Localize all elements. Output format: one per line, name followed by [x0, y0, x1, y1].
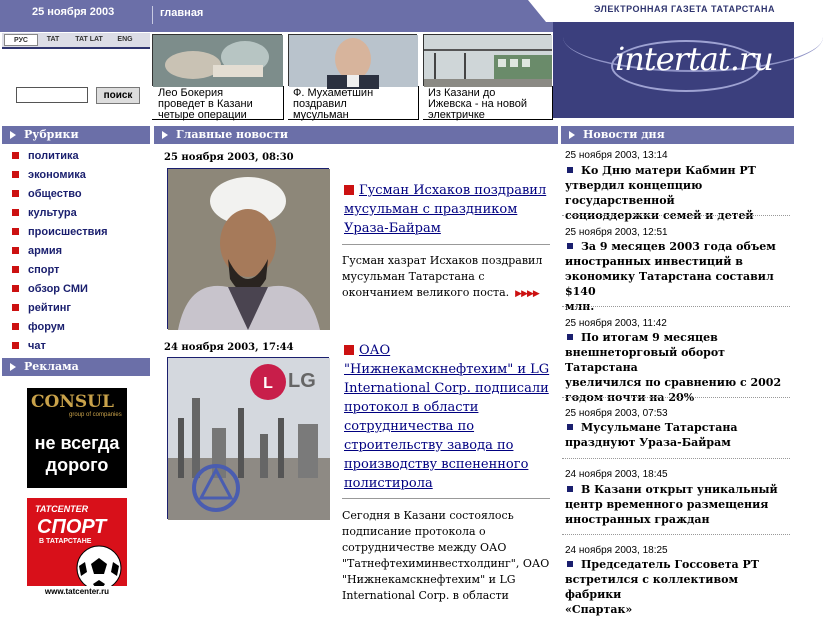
main-news-header: Главные новости: [154, 126, 558, 144]
rubric-chat[interactable]: чат: [12, 338, 46, 354]
arrow-right-icon: [10, 131, 16, 139]
lg-logo: LG: [288, 370, 316, 392]
arrow-right-icon: [569, 131, 575, 139]
news-image-1[interactable]: [167, 168, 329, 329]
svg-text:L: L: [263, 375, 273, 392]
promo-caption-2[interactable]: Ф. Мухаметшин поздравил мусульман: [293, 87, 374, 121]
ad-banner-consul[interactable]: CONSUL group of companies не всегда дорого: [27, 388, 127, 488]
soccer-ball-icon: [75, 544, 123, 592]
news-image-2[interactable]: [167, 357, 329, 519]
logo-area[interactable]: [553, 22, 794, 118]
breadcrumb-home[interactable]: главная: [160, 7, 204, 19]
day-news-item-4[interactable]: Мусульмане Татарстана празднуют Ураза-Байрам: [565, 421, 738, 449]
rubric-culture[interactable]: культура: [12, 205, 77, 221]
site-logo[interactable]: intertat.ru: [615, 40, 773, 78]
news-lead-1: Гусман хазрат Исхаков поздравил мусульман Татарстана с окончанием великого поста. ▶▶▶▶: [342, 254, 543, 299]
rubric-politics[interactable]: политика: [12, 148, 79, 164]
mufti-photo-icon: [168, 169, 330, 330]
bullet-icon: [567, 334, 573, 340]
promo-caption-3[interactable]: Из Казани до Ижевска - на новой электричке: [428, 87, 527, 121]
promo-caption-1[interactable]: Лео Бокерия проведет в Казани четыре операции: [158, 87, 253, 121]
bullet-icon: [12, 190, 19, 197]
lang-tab-eng[interactable]: ENG: [117, 36, 133, 43]
day-news-date-5: 24 ноября 2003, 18:45: [565, 469, 668, 480]
bullet-icon: [567, 167, 573, 173]
bullet-icon: [12, 304, 19, 311]
day-news-item-1[interactable]: Ко Дню матери Кабмин РТ утвердил концепцию государственной социоддержки семей и детей: [565, 164, 756, 222]
bullet-icon: [344, 345, 354, 355]
bullet-icon: [12, 228, 19, 235]
bullet-icon: [12, 342, 19, 349]
arrow-right-icon: [10, 363, 16, 371]
day-news-date-4: 25 ноября 2003, 07:53: [565, 408, 668, 419]
day-news-date-6: 24 ноября 2003, 18:25: [565, 545, 668, 556]
news-date-1: 25 ноября 2003, 08:30: [164, 152, 294, 163]
bullet-icon: [567, 243, 573, 249]
bullet-icon: [12, 266, 19, 273]
day-news-date-2: 25 ноября 2003, 12:51: [565, 227, 668, 238]
lang-tab-tat[interactable]: TAT: [46, 36, 60, 43]
header-divider: [152, 6, 153, 24]
day-news-header: Новости дня: [561, 126, 794, 144]
search-input[interactable]: [16, 87, 88, 103]
rubric-society[interactable]: общество: [12, 186, 82, 202]
arrow-right-icon: [162, 131, 168, 139]
lang-tab-rus[interactable]: РУС: [4, 34, 38, 46]
promo-image-portrait[interactable]: [288, 34, 417, 86]
bullet-icon: [12, 285, 19, 292]
bullet-icon: [567, 424, 573, 430]
rubrics-header: Рубрики: [2, 126, 150, 144]
day-news-date-3: 25 ноября 2003, 11:42: [565, 318, 667, 329]
site-tagline: ЭЛЕКТРОННАЯ ГАЗЕТА ТАТАРСТАНА: [594, 4, 775, 14]
bullet-icon: [567, 561, 573, 567]
rubric-rating[interactable]: рейтинг: [12, 300, 71, 316]
bullet-icon: [12, 152, 19, 159]
news-title-1[interactable]: Гусман Исхаков поздравил мусульман с праздником Ураза-Байрам: [344, 183, 547, 236]
search-button[interactable]: поиск: [96, 87, 140, 104]
news-title-2[interactable]: ОАО "Нижнекамскнефтехим" и LG International Corp. подписали протокол в области сотрудничества по строительству завода по производству вспененного полистирола: [344, 343, 550, 491]
ad-banner-tatcenter[interactable]: TATCENTER СПОРТ В ТАТАРСТАНЕ www.tatcenter.ru: [27, 498, 127, 598]
rubric-forum[interactable]: форум: [12, 319, 65, 335]
bullet-icon: [12, 171, 19, 178]
bullet-icon: [567, 486, 573, 492]
consul-logo: CONSUL: [31, 392, 114, 412]
news-date-2: 24 ноября 2003, 17:44: [164, 342, 294, 353]
rubric-incidents[interactable]: происшествия: [12, 224, 108, 240]
rubric-economy[interactable]: экономика: [12, 167, 86, 183]
news-lead-2: Сегодня в Казани состоялось подписание протокола о сотрудничестве между ОАО "Татнефтехиминвестхолдинг", ОАО "Нижнекамскнефтехим" и LG International Corp. в области: [342, 509, 550, 602]
lang-underline: [2, 47, 150, 49]
promo-image-surgery[interactable]: [152, 34, 282, 86]
day-news-item-2[interactable]: За 9 месяцев 2003 года объем иностранных инвестиций в экономику Татарстана составил $140 млн.: [565, 240, 776, 313]
rubric-media-review[interactable]: обзор СМИ: [12, 281, 88, 297]
header-date: 25 ноября 2003: [32, 6, 115, 18]
portrait-photo-icon: [289, 35, 418, 87]
ads-header: Реклама: [2, 358, 150, 376]
bullet-icon: [12, 209, 19, 216]
bullet-icon: [344, 185, 354, 195]
rubric-army[interactable]: армия: [12, 243, 62, 259]
day-news-item-6[interactable]: Председатель Госсовета РТ встретился с коллективом фабрики «Спартак»: [565, 558, 759, 616]
day-news-item-3[interactable]: По итогам 9 месяцев внешнеторговый оборот Татарстана увеличился по сравнению с 2002 годом почти на 20%: [565, 331, 782, 404]
day-news-date-1: 25 ноября 2003, 13:14: [565, 150, 668, 161]
promo-image-train[interactable]: [423, 34, 551, 86]
day-news-item-5[interactable]: В Казани открыт уникальный центр временного размещения иностранных граждан: [565, 483, 778, 526]
surgery-photo-icon: [153, 35, 283, 87]
rubric-sport[interactable]: спорт: [12, 262, 59, 278]
lang-tab-tat-lat[interactable]: TAT LAT: [75, 36, 103, 43]
bullet-icon: [12, 247, 19, 254]
bullet-icon: [12, 323, 19, 330]
tatcenter-logo: TATCENTER: [35, 504, 89, 514]
more-arrows-icon[interactable]: ▶▶▶▶: [515, 289, 539, 299]
language-tabs: [2, 33, 150, 47]
train-photo-icon: [424, 35, 552, 87]
